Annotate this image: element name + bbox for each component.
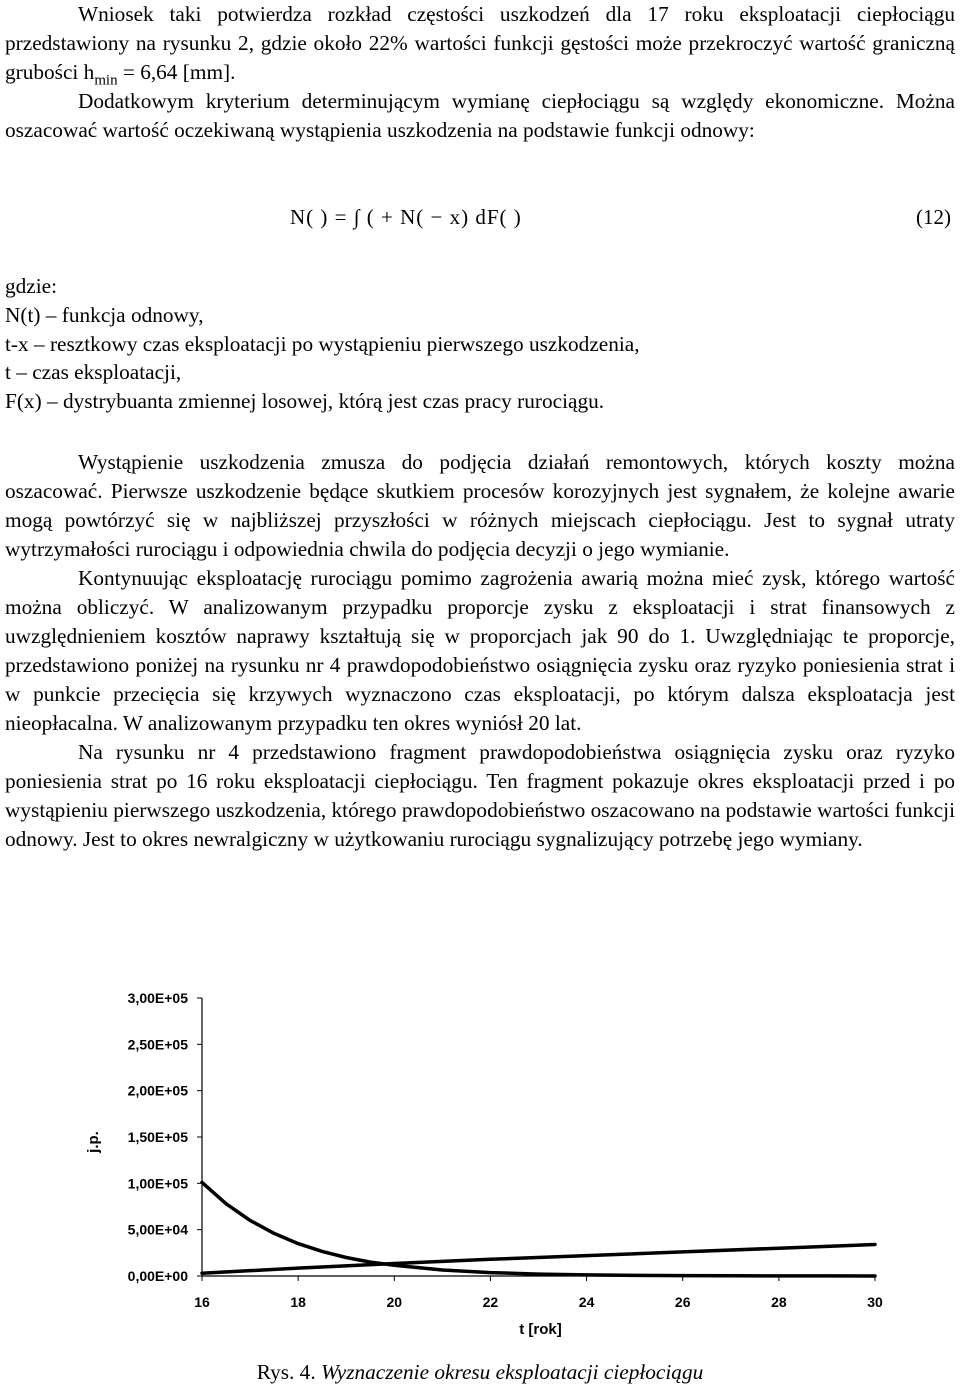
definition-header: gdzie: xyxy=(5,274,58,298)
series-line-decreasing xyxy=(202,1182,875,1276)
series-line-increasing xyxy=(202,1245,875,1274)
definitions-list xyxy=(5,272,955,416)
figure-caption xyxy=(0,1360,960,1385)
paragraph-renewal-intro: Dodatkowym kryterium determinującym wymianę ciepłociągu są względy ekonomiczne. Można oszacować wartość oczekiwaną wystąpienia uszkodzenia na podstawie funkcji odnowy: xyxy=(5,89,955,142)
caption-prefix: Rys. 4. xyxy=(256,1360,316,1384)
x-tick-label: 18 xyxy=(290,1294,306,1310)
caption-title: Wyznaczenie okresu eksploatacji ciepłociągu xyxy=(320,1360,704,1384)
profit-risk-chart xyxy=(0,980,960,1350)
equation-12 xyxy=(5,203,955,243)
x-tick-label: 22 xyxy=(482,1294,499,1310)
paragraph-profit: Kontynuując eksploatację rurociągu pomimo zagrożenia awarią można mieć zysk, którego wartość można obliczyć. W analizowanym przypadku proporcje zysku z eksploatacji i strat finansowych z uwzględnieniem kosztów naprawy kształtują się w proporcjach jak 90 do 1. Uwzględniając te proporcje, przedstawiono poniżej na rysunku nr 4 prawdopodobieństwo osiągnięcia zysku oraz ryzyko poniesienia strat i w punkcie przecięcia się krzywych wyznaczono czas eksploatacji, po którym dalsza eksploatacja jest nieopłacalna. W analizowanym przypadku ten okres wyniósł 20 lat. xyxy=(5,566,955,735)
paragraph-figure-description: Na rysunku nr 4 przedstawiono fragment prawdopodobieństwa osiągnięcia zysku oraz ryzyko poniesienia strat po 16 roku eksploatacji ciepłociągu. Ten fragment pokazuje okres eksploatacji przed i po wystąpieniu pierwszego uszkodzenia, którego prawdopodobieństwo oszacowano na podstawie wartości funkcji odnowy. Jest to okres newralgiczny w użytkowaniu rurociągu sygnalizujący potrzebę jego wymiany. xyxy=(5,740,955,851)
y-tick-label: 1,00E+05 xyxy=(127,1175,188,1192)
y-tick-label: 2,50E+05 xyxy=(127,1036,188,1053)
equation-number: (12) xyxy=(916,205,951,229)
paragraph-conclusion-text: Wniosek taki potwierdza rozkład częstości uszkodzeń dla 17 roku eksploatacji ciepłociągu przedstawiony na rysunku 2, gdzie około 22% wartości funkcji gęstości może przekroczyć wartość graniczną grubości h xyxy=(5,2,955,84)
definition-item: t – czas eksploatacji, xyxy=(5,360,182,385)
x-tick-label: 20 xyxy=(386,1294,403,1310)
y-tick-label: 5,00E+04 xyxy=(127,1221,188,1238)
figure-chart xyxy=(0,980,960,1350)
body-paragraphs xyxy=(5,448,955,854)
paragraph-conclusion xyxy=(5,0,955,95)
x-tick-label: 16 xyxy=(194,1294,210,1310)
equation-body: N( ) = ∫ ( + N( − x) dF( ) xyxy=(290,205,522,229)
y-tick-label: 1,50E+05 xyxy=(127,1129,188,1145)
x-tick-label: 26 xyxy=(674,1294,691,1310)
x-tick-label: 30 xyxy=(867,1294,883,1310)
x-axis-label: t [rok] xyxy=(519,1321,562,1338)
x-tick-label: 28 xyxy=(771,1294,787,1310)
y-tick-label: 0,00E+00 xyxy=(127,1268,188,1284)
hmin-subscript: min xyxy=(94,72,118,89)
y-tick-label: 3,00E+05 xyxy=(127,990,188,1006)
y-axis-label: j.p. xyxy=(85,1131,102,1153)
definition-item: F(x) – dystrybuanta zmiennej losowej, którą jest czas pracy rurociągu. xyxy=(5,389,605,414)
definition-item: t-x – resztkowy czas eksploatacji po wystąpieniu pierwszego uszkodzenia, xyxy=(5,331,640,356)
paragraph-damage: Wystąpienie uszkodzenia zmusza do podjęcia działań remontowych, których koszty można oszacować. Pierwsze uszkodzenie będące skutkiem procesów korozyjnych jest sygnałem, że kolejne awarie mogą powtórzyć się w najbliższej przyszłości w różnych miejscach ciepłociągu. Jest to sygnał utraty wytrzymałości rurociągu i odpowiednia chwila do podjęcia decyzji o jego wymianie. xyxy=(5,450,955,561)
definition-item: N(t) – funkcja odnowy, xyxy=(5,302,204,327)
hmin-value: = 6,64 [mm]. xyxy=(117,60,236,84)
x-tick-label: 24 xyxy=(578,1294,595,1310)
y-tick-label: 2,00E+05 xyxy=(127,1082,188,1099)
